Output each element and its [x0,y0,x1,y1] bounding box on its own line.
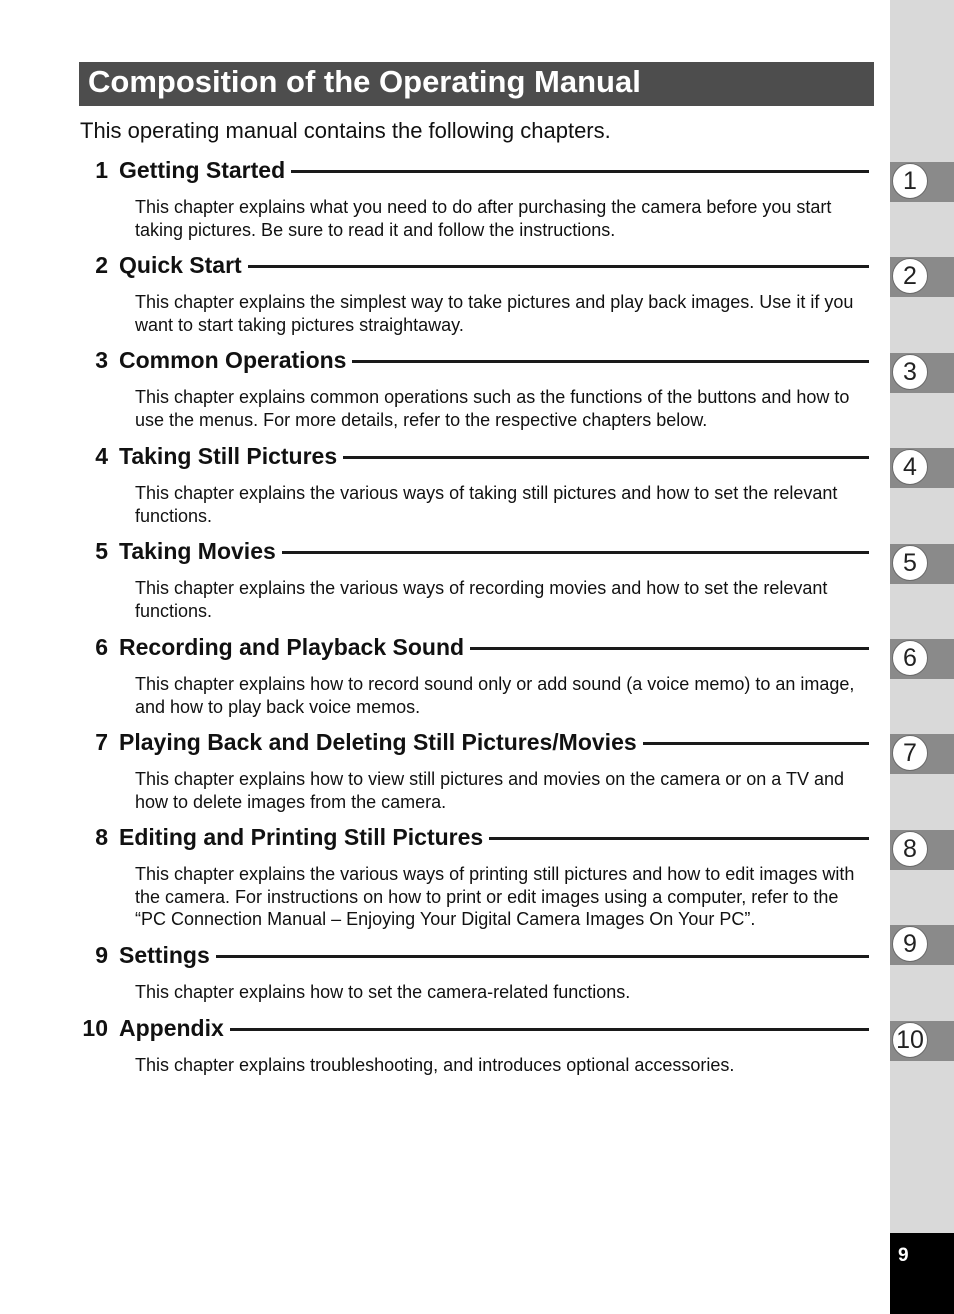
chapter-number: 8 [95,823,108,850]
chapter-tab-number: 6 [892,640,928,676]
chapter-tab-5[interactable] [890,544,954,584]
chapter-description: This chapter explains how to record sound only or add sound (a voice memo) to an image, and how to play back voice memos. [135,674,855,717]
chapter-tab-number: 10 [892,1022,928,1058]
chapter-tab-number: 7 [892,735,928,771]
page-title: Composition of the Operating Manual [79,62,874,106]
chapter-tab-number: 2 [892,258,928,294]
chapter-description: This chapter explains troubleshooting, and introduces optional accessories. [135,1055,735,1075]
chapter-number: 4 [95,442,108,469]
chapter-description: This chapter explains the various ways of printing still pictures and how to edit images with the camera. For instructions on how to print or edit images using a computer, refer to the “PC Connection Manual – Enjoying Your Digital Camera Images On Your PC”. [135,864,855,929]
chapter-title: Taking Movies [119,537,276,564]
chapter-heading-quick-start [79,250,869,280]
chapter-tab-7[interactable] [890,734,954,774]
chapter-description: This chapter explains the various ways of taking still pictures and how to set the relevant functions. [135,483,838,526]
chapter-tab-1[interactable] [890,162,954,202]
chapter-description: This chapter explains how to view still pictures and movies on the camera or on a TV and how to delete images from the camera. [135,769,845,812]
chapter-tab-number: 9 [892,926,928,962]
chapter-tab-8[interactable] [890,830,954,870]
chapter-number: 1 [95,156,108,183]
chapter-heading-taking-movies [79,536,869,566]
chapter-number: 5 [95,537,108,564]
chapter-tab-number: 5 [892,545,928,581]
heading-rule [470,647,869,650]
chapter-title: Recording and Playback Sound [119,633,465,660]
chapter-title: Common Operations [119,346,347,373]
chapter-tab-10[interactable] [890,1021,954,1061]
chapter-heading-editing-printing [79,822,869,852]
chapter-title: Taking Still Pictures [119,442,338,469]
chapter-tab-number: 1 [892,163,928,199]
chapter-description: This chapter explains the simplest way to take pictures and play back images. Use it if you want to start taking pictures straightaway. [135,292,854,335]
chapter-heading-getting-started [79,155,869,185]
chapter-title: Playing Back and Deleting Still Pictures/Movies [119,728,637,755]
chapter-tab-2[interactable] [890,257,954,297]
chapter-description: This chapter explains what you need to do after purchasing the camera before you start taking pictures. Be sure to read it and follow the instructions. [135,197,832,240]
heading-rule [643,742,869,745]
chapter-heading-recording-playback-sound [79,632,869,662]
chapter-tab-4[interactable] [890,448,954,488]
heading-rule [343,456,869,459]
chapter-heading-playing-back-deleting [79,727,869,757]
chapter-heading-taking-still-pictures [79,441,869,471]
chapter-title: Settings [119,941,210,968]
chapter-number: 3 [95,346,108,373]
chapter-tab-number: 3 [892,354,928,390]
chapter-title: Quick Start [119,251,242,278]
chapter-description: This chapter explains how to set the camera-related functions. [135,982,631,1002]
chapter-title: Appendix [119,1014,224,1041]
chapter-number: 10 [82,1014,108,1041]
heading-rule [352,360,869,363]
chapter-tab-number: 4 [892,449,928,485]
heading-rule [282,551,869,554]
page-number: 9 [890,1233,954,1314]
heading-rule [248,265,869,268]
heading-rule [291,170,869,173]
chapter-tab-6[interactable] [890,639,954,679]
chapter-title: Editing and Printing Still Pictures [119,823,484,850]
chapter-title: Getting Started [119,156,286,183]
chapter-heading-common-operations [79,345,869,375]
intro-text: This operating manual contains the following chapters. [80,118,611,143]
chapter-tab-9[interactable] [890,925,954,965]
chapter-description: This chapter explains common operations such as the functions of the buttons and how to use the menus. For more details, refer to the respective chapters below. [135,387,850,430]
chapter-description: This chapter explains the various ways of recording movies and how to set the relevant functions. [135,578,828,621]
heading-rule [216,955,869,958]
chapter-number: 9 [95,941,108,968]
chapter-number: 2 [95,251,108,278]
chapter-tab-3[interactable] [890,353,954,393]
chapter-number: 6 [95,633,108,660]
chapter-heading-appendix [79,1013,869,1043]
heading-rule [489,837,869,840]
chapter-tab-number: 8 [892,831,928,867]
chapter-heading-settings [79,940,869,970]
chapter-number: 7 [95,728,108,755]
heading-rule [230,1028,869,1031]
